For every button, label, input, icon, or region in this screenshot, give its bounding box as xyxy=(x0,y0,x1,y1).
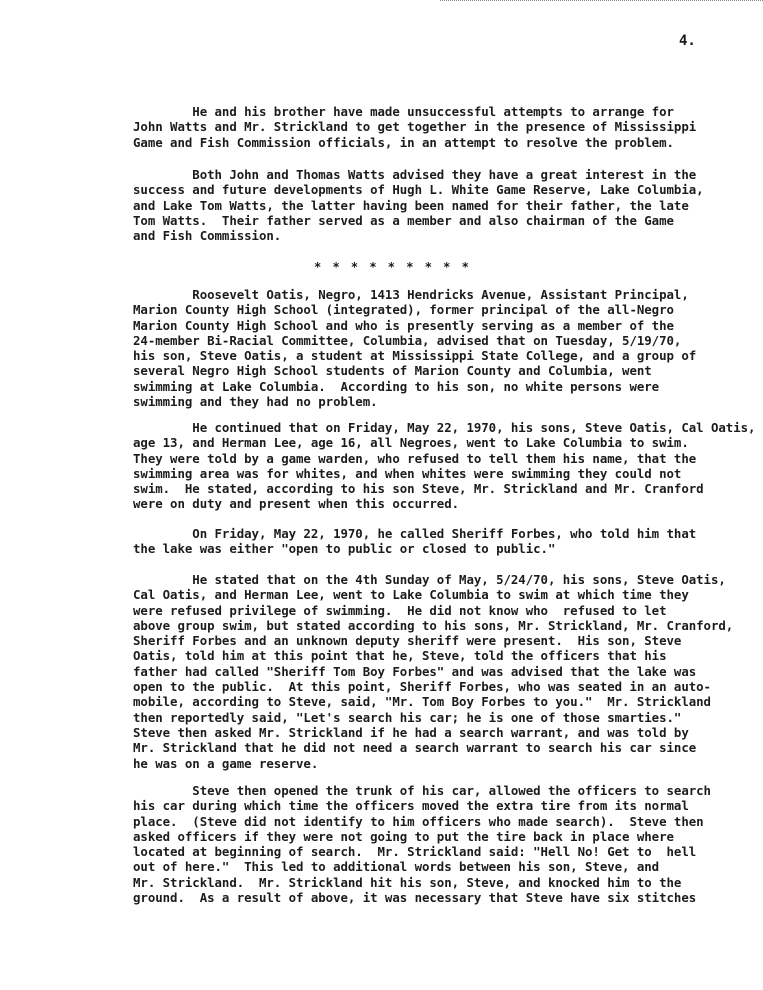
paragraph-watts-interest: Both John and Thomas Watts advised they have a great interest in the success and future developments of Hugh L. White Game Reserve, Lake Columbia, and Lake Tom Watts, the latter having been named for their father, the late Tom Watts. Their father served as a member and also chairman of the Game and Fish Commission. xyxy=(133,167,704,244)
paragraph-called-sheriff: On Friday, May 22, 1970, he called Sheriff Forbes, who told him that the lake was either "open to public or closed to public." xyxy=(133,526,697,557)
paragraph-may-22: He continued that on Friday, May 22, 1970, his sons, Steve Oatis, Cal Oatis, age 13, and Herman Lee, age 16, all Negroes, went to Lake Columbia to swim. They were told by a game warden, who refused to tell them his name, that the swimming area was for whites, and when whites were swimming they could not swim. He stated, according to his son Steve, Mr. Strickland and Mr. Cranford were on duty and present when this occurred. xyxy=(133,420,756,512)
section-separator: * * * * * * * * * xyxy=(314,260,471,274)
page-number: 4. xyxy=(679,33,696,49)
paragraph-trunk-search: Steve then opened the trunk of his car, allowed the officers to search his car during which time the officers moved the extra tire from its normal place. (Steve did not identify to him officers who made search). Steve then asked officers if they were not going to put the tire back in place where located at beginning of search. Mr. Strickland said: "Hell No! Get to hell out of here." This led to additional words between his son, Steve, and Mr. Strickland. Mr. Strickland hit his son, Steve, and knocked him to the ground. As a result of above, it was necessary that Steve have six stitches xyxy=(133,783,711,906)
paragraph-watts-attempts: He and his brother have made unsuccessful attempts to arrange for John Watts and Mr. Strickland to get together in the presence of Mississippi Game and Fish Commission officials, in an attempt to resolve the problem. xyxy=(133,104,697,150)
paragraph-oatis-intro: Roosevelt Oatis, Negro, 1413 Hendricks Avenue, Assistant Principal, Marion County High School (integrated), former principal of the all-Negro Marion County High School and who is presently serving as a member of the 24-member Bi-Racial Committee, Columbia, advised that on Tuesday, 5/19/70, his son, Steve Oatis, a student at Mississippi State College, and a group of several Negro High School students of Marion County and Columbia, went swimming at Lake Columbia. According to his son, no white persons were swimming and they had no problem. xyxy=(133,287,697,410)
page-top-edge xyxy=(440,0,763,3)
paragraph-may-24: He stated that on the 4th Sunday of May, 5/24/70, his sons, Steve Oatis, Cal Oatis, and Herman Lee, went to Lake Columbia to swim at which time they were refused privilege of swimming. He did not know who refused to let above group swim, but stated according to his sons, Mr. Strickland, Mr. Cranford, Sheriff Forbes and an unknown deputy sheriff were present. His son, Steve Oatis, told him at this point that he, Steve, told the officers that his father had called "Sheriff Tom Boy Forbes" and was advised that the lake was open to the public. At this point, Sheriff Forbes, who was seated in an auto- mobile, according to Steve, said, "Mr. Tom Boy Forbes to you." Mr. Strickland then reportedly said, "Let's search his car; he is one of those smarties." Steve then asked Mr. Strickland if he had a search warrant, and was told by Mr. Strickland that he did not need a search warrant to search his car since he was on a game reserve. xyxy=(133,572,734,771)
